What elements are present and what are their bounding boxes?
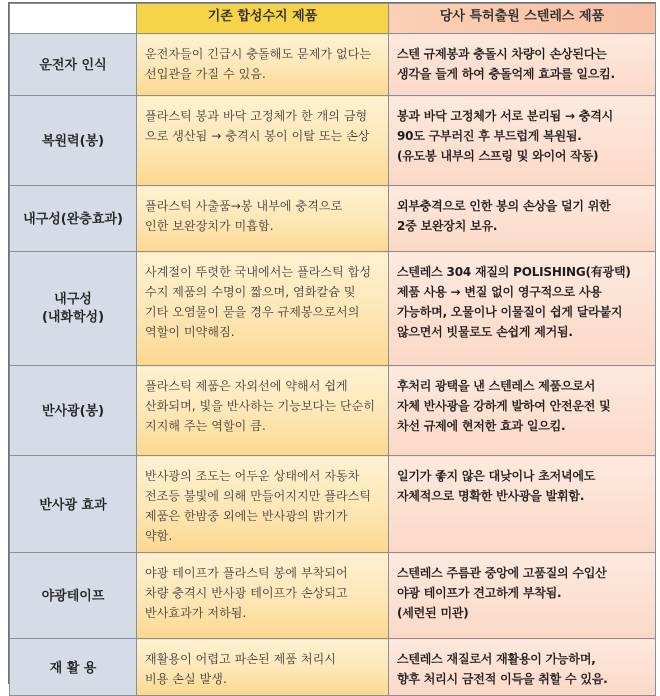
row-label-cell	[10, 366, 137, 456]
header-patented-label: 당사 특허출원 스텐레스 제품	[439, 9, 605, 24]
patented-cell	[389, 96, 656, 186]
row-label: 반사광 효과	[39, 497, 107, 513]
row-label: 재 활 용	[49, 660, 97, 676]
table-row	[10, 252, 656, 366]
existing-text: 반사광의 조도는 어두운 상태에서 자동차 전조등 불빛에 의해 만들어지지만 플라스틱 제품은 한밤중 외에는 반사광의 밝기가 약함.	[145, 469, 372, 543]
table-row	[10, 553, 656, 639]
patented-text: 외부충격으로 인한 봉의 손상을 덜기 위한 2중 보완장치 보유.	[397, 199, 611, 233]
row-label: 운전자 인식	[39, 58, 107, 73]
existing-text: 야광 테이프가 플라스틱 봉에 부착되어 차량 충격시 반사광 테이프가 손상되고 반사효과가 저하됨.	[145, 566, 348, 620]
header-corner-cell	[10, 4, 137, 34]
patented-cell	[389, 639, 656, 696]
table-row	[10, 456, 656, 553]
row-label-cell	[10, 34, 137, 96]
existing-cell	[137, 96, 389, 186]
table-row	[10, 34, 656, 96]
row-label: 복원력(봉)	[41, 134, 105, 149]
patented-text: 스텐레스 주름관 중앙에 고품질의 수입산 야광 테이프가 견고하게 부착됨. (세련된 미관)	[397, 566, 607, 620]
existing-text: 플라스틱 제품은 자외선에 약해서 쉽게 산화되며, 빛을 반사하는 기능보다는 단순히 지지해 주는 역할이 큼.	[145, 379, 376, 433]
existing-cell	[137, 553, 389, 639]
header-existing-product	[137, 4, 389, 34]
existing-text: 운전자들이 긴급시 충돌해도 문제가 없다는 선입관을 가질 수 있음.	[145, 47, 372, 81]
existing-text: 플라스틱 사출품→봉 내부에 충격으로 인한 보완장치가 미흡함.	[145, 199, 343, 233]
existing-cell	[137, 639, 389, 696]
patented-text: 봉과 바닥 고정체가 서로 분리됨 → 충격시 90도 구부러진 후 부드럽게 복원됨. (유도봉 내부의 스프링 및 와이어 작동)	[397, 109, 613, 163]
patented-cell	[389, 252, 656, 366]
header-patented-product	[389, 4, 656, 34]
patented-cell	[389, 553, 656, 639]
table-row	[10, 639, 656, 696]
existing-text: 플라스틱 봉과 바닥 고정체가 한 개의 금형 으로 생산됨 → 충격시 봉이 이탈 또는 손상	[145, 109, 370, 143]
existing-cell	[137, 252, 389, 366]
patented-text: 스텐 규제봉과 충돌시 차량이 손상된다는 생각을 들게 하여 충돌억제 효과를 일으킴.	[397, 47, 615, 81]
patented-text: 스텐레스 304 재질의 POLISHING(有광택) 제품 사용 → 변질 없이 영구적으로 사용 가능하며, 오물이나 이물질이 쉽게 달라붙지 않으면서 빗물로도 손쉽게 제거됨.	[397, 265, 631, 339]
comparison-table	[9, 3, 656, 696]
patented-cell	[389, 366, 656, 456]
patented-cell	[389, 186, 656, 252]
row-label: 반사광(봉)	[41, 404, 105, 419]
existing-cell	[137, 456, 389, 553]
row-label: 내구성 (내화학성)	[41, 291, 105, 325]
row-label-cell	[10, 639, 137, 696]
table-row	[10, 366, 656, 456]
row-label-cell	[10, 96, 137, 186]
row-label-cell	[10, 553, 137, 639]
table-row	[10, 96, 656, 186]
existing-cell	[137, 366, 389, 456]
row-label-cell	[10, 252, 137, 366]
table-header-row	[10, 4, 656, 34]
patented-text: 후처리 광택을 낸 스텐레스 제품으로서 자체 반사광을 강하게 발하여 안전운전 및 차선 규제에 현저한 효과 일으킴.	[397, 379, 611, 433]
row-label: 내구성(완충효과)	[23, 212, 123, 227]
patented-text: 일기가 좋지 않은 대낮이나 초저녁에도 자체적으로 명확한 반사광을 발휘함.	[397, 469, 596, 503]
existing-cell	[137, 34, 389, 96]
row-label-cell	[10, 456, 137, 553]
patented-cell	[389, 456, 656, 553]
existing-text: 사계절이 뚜렷한 국내에서는 플라스틱 합성 수지 제품의 수명이 짧으며, 염화칼슘 및 기타 오염물이 묻을 경우 규제봉으로서의 역할이 미약해짐.	[145, 265, 372, 339]
existing-cell	[137, 186, 389, 252]
comparison-table-frame	[8, 2, 656, 684]
existing-text: 재활용이 어렵고 파손된 제품 처리시 비용 손실 발생.	[145, 652, 337, 686]
row-label-cell	[10, 186, 137, 252]
table-row	[10, 186, 656, 252]
row-label: 야광테이프	[41, 589, 105, 604]
patented-cell	[389, 34, 656, 96]
patented-text: 스텐레스 재질로서 재활용이 가능하며, 향후 처리시 금전적 이득을 취할 수 있음.	[397, 652, 608, 686]
header-existing-label: 기존 합성수지 제품	[207, 9, 318, 24]
